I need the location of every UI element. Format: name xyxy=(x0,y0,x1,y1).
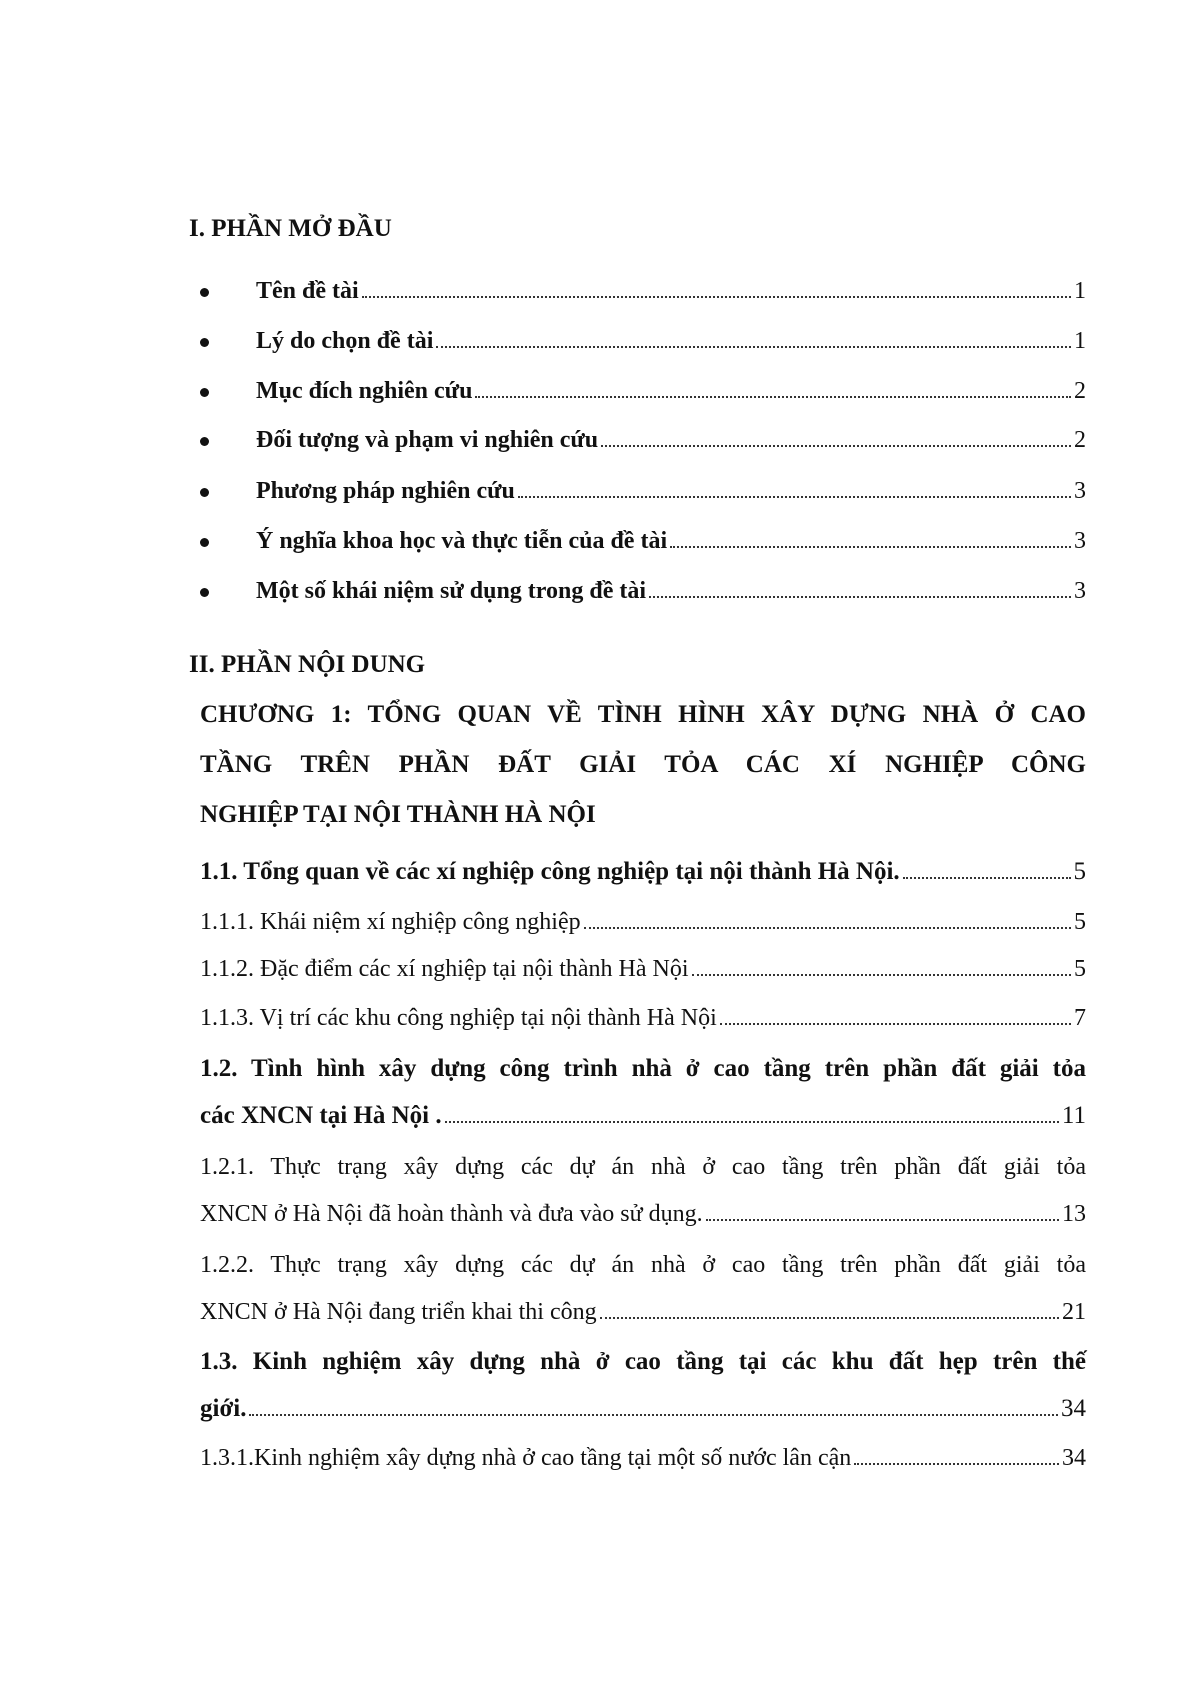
chapter1-title-line: CHƯƠNG 1: TỔNG QUAN VỀ TÌNH HÌNH XÂY DỰNG NHÀ Ở CAO xyxy=(200,701,1086,728)
toc-bullet-item[interactable] xyxy=(200,274,1086,308)
toc-section-1-3-1[interactable] xyxy=(200,1441,1086,1475)
bullet-icon xyxy=(200,588,209,597)
chapter1-title-line: TẦNG TRÊN PHẦN ĐẤT GIẢI TỎA CÁC XÍ NGHIỆP CÔNG xyxy=(200,751,1086,778)
toc-item-label: 1.2.1. Thực trạng xây dựng các dự án nhà ở cao tầng trên phần đất giải tỏa xyxy=(200,1154,1086,1180)
toc-item-label: 1.2. Tình hình xây dựng công trình nhà ở cao tầng trên phần đất giải tỏa xyxy=(200,1055,1086,1082)
toc-section-1-3[interactable] xyxy=(200,1338,1086,1432)
chapter1-title-line: NGHIỆP TẠI NỘI THÀNH HÀ NỘI xyxy=(200,801,596,828)
toc-page-number: 13 xyxy=(1062,1201,1086,1227)
bullet-icon xyxy=(200,437,209,446)
toc-item-label: 1.1.1. Khái niệm xí nghiệp công nghiệp xyxy=(200,909,581,935)
dot-leader xyxy=(362,296,1071,298)
dot-leader xyxy=(584,927,1071,929)
dot-leader xyxy=(720,1023,1071,1025)
bullet-icon xyxy=(200,488,209,497)
toc-section-1-2[interactable] xyxy=(200,1045,1086,1139)
toc-page-number: 11 xyxy=(1061,1102,1086,1129)
dot-leader xyxy=(600,1317,1059,1319)
part2-heading: II. PHẦN NỘI DUNG xyxy=(189,651,426,678)
dot-leader xyxy=(854,1463,1059,1465)
toc-item-label: 1.3. Kinh nghiệm xây dựng nhà ở cao tầng tại các khu đất hẹp trên thế xyxy=(200,1348,1086,1375)
toc-item-label: các XNCN tại Hà Nội . xyxy=(200,1102,442,1129)
toc-section-1-1-1[interactable] xyxy=(200,905,1086,939)
bullet-icon xyxy=(200,288,209,297)
toc-section-1-1[interactable] xyxy=(200,855,1086,889)
toc-item-label: giới. xyxy=(200,1395,247,1422)
dot-leader xyxy=(692,974,1071,976)
chapter1-title[interactable] xyxy=(200,690,1086,840)
toc-page-number: 3 xyxy=(1074,528,1086,554)
dot-leader xyxy=(706,1219,1059,1221)
toc-item-label: Lý do chọn đề tài xyxy=(256,328,434,354)
part1-heading: I. PHẦN MỞ ĐẦU xyxy=(189,215,392,242)
toc-item-label: 1.2.2. Thực trạng xây dựng các dự án nhà ở cao tầng trên phần đất giải tỏa xyxy=(200,1252,1086,1278)
toc-bullet-item[interactable] xyxy=(200,324,1086,358)
toc-page-number: 1 xyxy=(1074,278,1086,304)
toc-bullet-item[interactable] xyxy=(200,374,1086,408)
bullet-icon xyxy=(200,538,209,547)
dot-leader xyxy=(670,546,1071,548)
toc-item-label: 1.1.2. Đặc điểm các xí nghiệp tại nội thành Hà Nội xyxy=(200,956,689,982)
dot-leader xyxy=(518,496,1071,498)
toc-section-1-1-2[interactable] xyxy=(200,952,1086,986)
toc-page-number: 34 xyxy=(1061,1395,1086,1422)
toc-item-label: Một số khái niệm sử dụng trong đề tài xyxy=(256,578,647,604)
toc-page-number: 34 xyxy=(1062,1445,1086,1471)
toc-item-label: Đối tượng và phạm vi nghiên cứu xyxy=(256,427,599,453)
toc-page-number: 5 xyxy=(1073,858,1086,885)
bullet-icon xyxy=(200,338,209,347)
toc-item-label: 1.1.3. Vị trí các khu công nghiệp tại nội thành Hà Nội xyxy=(200,1005,717,1031)
toc-bullet-item[interactable] xyxy=(200,574,1086,608)
toc-item-label: 1.1. Tổng quan về các xí nghiệp công nghiệp tại nội thành Hà Nội. xyxy=(200,858,900,885)
toc-item-label: Ý nghĩa khoa học và thực tiễn của đề tài xyxy=(256,528,668,554)
toc-item-label: XNCN ở Hà Nội đã hoàn thành và đưa vào sử dụng. xyxy=(200,1201,703,1227)
toc-page-number: 5 xyxy=(1074,909,1086,935)
toc-section-1-2-1[interactable] xyxy=(200,1144,1086,1238)
toc-item-label: Mục đích nghiên cứu xyxy=(256,378,473,404)
toc-item-label: 1.3.1.Kinh nghiệm xây dựng nhà ở cao tầng tại một số nước lân cận xyxy=(200,1445,852,1471)
toc-item-label: Phương pháp nghiên cứu xyxy=(256,478,515,504)
toc-item-label: Tên đề tài xyxy=(256,278,359,304)
toc-page-number: 3 xyxy=(1074,578,1086,604)
toc-bullet-item[interactable] xyxy=(200,524,1086,558)
toc-page-number: 3 xyxy=(1074,478,1086,504)
dot-leader xyxy=(445,1121,1059,1123)
toc-page-number: 21 xyxy=(1062,1299,1086,1325)
toc-item-label: XNCN ở Hà Nội đang triển khai thi công xyxy=(200,1299,597,1325)
toc-page-number: 1 xyxy=(1074,328,1086,354)
dot-leader xyxy=(903,877,1071,879)
dot-leader xyxy=(601,445,1071,447)
toc-page-number: 2 xyxy=(1074,427,1086,453)
dot-leader xyxy=(649,596,1071,598)
toc-section-1-1-3[interactable] xyxy=(200,1001,1086,1035)
bullet-icon xyxy=(200,388,209,397)
dot-leader xyxy=(249,1414,1058,1416)
toc-bullet-item[interactable] xyxy=(200,423,1086,457)
toc-section-1-2-2[interactable] xyxy=(200,1242,1086,1336)
toc-page-number: 5 xyxy=(1074,956,1086,982)
dot-leader xyxy=(475,396,1071,398)
dot-leader xyxy=(436,346,1071,348)
toc-page-number: 2 xyxy=(1074,378,1086,404)
toc-page-number: 7 xyxy=(1074,1005,1086,1031)
toc-bullet-item[interactable] xyxy=(200,474,1086,508)
